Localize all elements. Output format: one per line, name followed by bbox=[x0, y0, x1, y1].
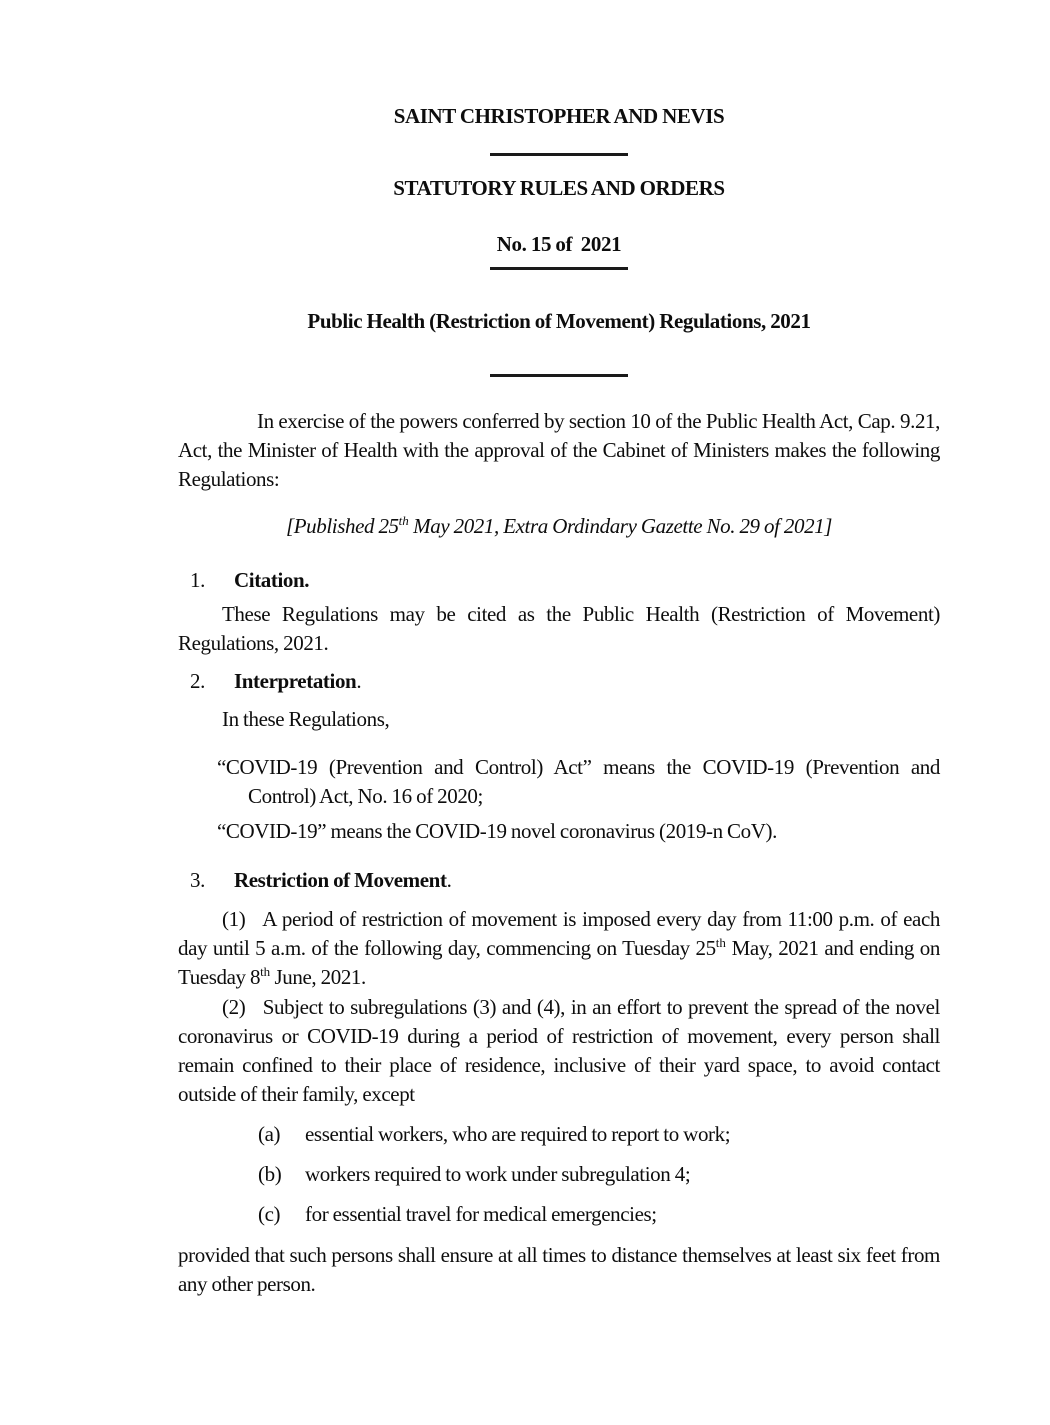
subregulation-2-paragraph: (2) Subject to subregulations (3) and (4), in an effort to prevent the spread of the novel coronavirus or COVID-19 during a period of restriction of movement, every person shall remain confined to their place of residence, inclusive of their yard space, to avoid contact outside of their family, except bbox=[178, 995, 940, 1106]
list-marker: (c) bbox=[258, 1202, 281, 1226]
definition-covid-act: “COVID-19 (Prevention and Control) Act” means the COVID-19 (Prevention and Control) Act, No. 16 of 2020; bbox=[217, 755, 940, 808]
list-marker: (b) bbox=[258, 1162, 282, 1186]
ordinal-superscript: th bbox=[398, 513, 409, 528]
divider-rule bbox=[490, 374, 628, 377]
section-title: Citation. bbox=[234, 568, 310, 592]
definition-covid-19: “COVID-19” means the COVID-19 novel coronavirus (2019-n CoV). bbox=[217, 819, 777, 843]
list-marker: (a) bbox=[258, 1122, 281, 1146]
section-title-suffix: . bbox=[446, 868, 452, 892]
instrument-number: No. 15 of 2021 bbox=[496, 232, 622, 256]
section-title: Restriction of Movement bbox=[234, 868, 447, 892]
subregulation-1-paragraph bbox=[178, 905, 940, 992]
publication-note bbox=[178, 512, 940, 541]
proviso-paragraph: provided that such persons shall ensure at all times to distance themselves at least six feet from any other person. bbox=[178, 1243, 940, 1296]
list-text: workers required to work under subregulation 4; bbox=[305, 1162, 691, 1186]
list-item-a bbox=[178, 1120, 940, 1149]
section-heading-interpretation bbox=[178, 667, 940, 696]
interpretation-intro: In these Regulations, bbox=[222, 707, 390, 731]
preamble-paragraph: In exercise of the powers conferred by section 10 of the Public Health Act, Cap. 9.21, Act, the Minister of Health with the approval of the Cabinet of Ministers makes the following Regulations: bbox=[178, 409, 940, 491]
section-title-suffix: . bbox=[356, 669, 362, 693]
subregulation-1-text: (1) A period of restriction of movement is imposed every day from 11:00 p.m. of each day until 5 a.m. of the following day, commencing on Tuesday 25 bbox=[178, 907, 940, 960]
divider-rule bbox=[490, 153, 628, 156]
section-heading-restriction bbox=[178, 866, 940, 895]
series-heading: STATUTORY RULES AND ORDERS bbox=[393, 176, 725, 200]
ordinal-superscript: th bbox=[260, 964, 271, 979]
list-text: essential workers, who are required to report to work; bbox=[305, 1122, 731, 1146]
list-item-c bbox=[178, 1200, 940, 1229]
section-number: 1. bbox=[190, 568, 205, 592]
subregulation-1-text: May, 2021 and ending on Tuesday 8 bbox=[178, 936, 940, 989]
citation-paragraph: These Regulations may be cited as the Public Health (Restriction of Movement) Regulations, 2021. bbox=[178, 602, 940, 655]
section-heading-citation bbox=[178, 566, 940, 595]
subregulation-1-text: June, 2021. bbox=[270, 965, 366, 989]
section-title: Interpretation bbox=[234, 669, 357, 693]
ordinal-superscript: th bbox=[715, 935, 726, 950]
list-text: for essential travel for medical emergencies; bbox=[305, 1202, 657, 1226]
regulation-title: Public Health (Restriction of Movement) Regulations, 2021 bbox=[307, 309, 811, 333]
section-number: 3. bbox=[190, 868, 205, 892]
section-number: 2. bbox=[190, 669, 205, 693]
divider-rule bbox=[490, 267, 628, 270]
list-item-b bbox=[178, 1160, 940, 1189]
country-heading: SAINT CHRISTOPHER AND NEVIS bbox=[393, 104, 725, 128]
publication-note-text: [Published 25 bbox=[285, 514, 399, 538]
publication-note-text: May 2021, Extra Ordindary Gazette No. 29 of 2021] bbox=[408, 514, 833, 538]
